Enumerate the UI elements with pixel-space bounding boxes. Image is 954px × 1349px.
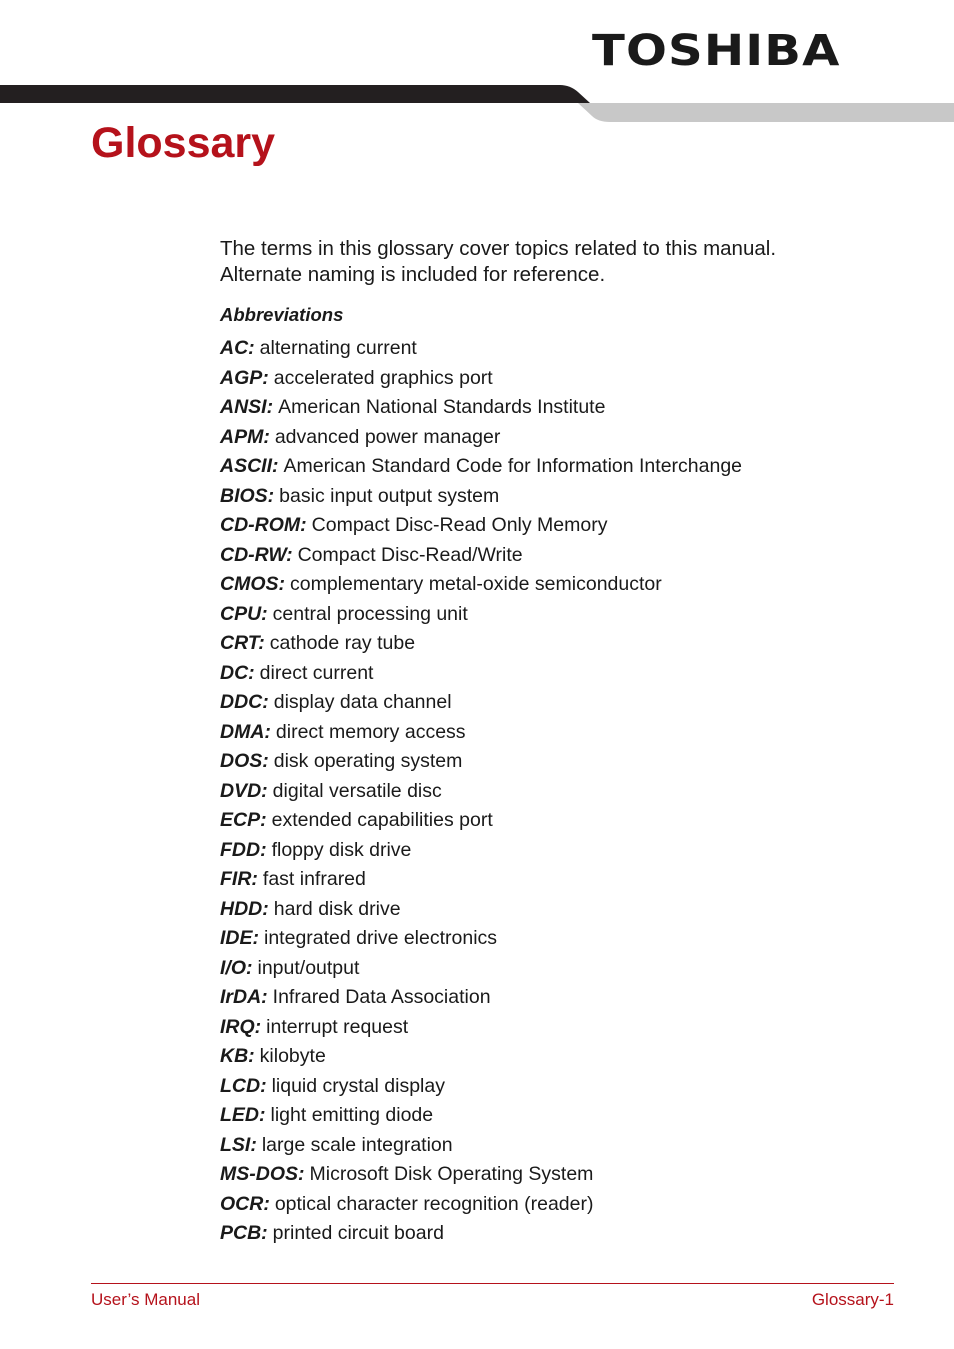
term-definition: optical character recognition (reader) xyxy=(274,1192,594,1215)
term-abbreviation: AGP: xyxy=(220,366,269,389)
term-definition: hard disk drive xyxy=(273,897,401,920)
glossary-term xyxy=(220,364,742,394)
section-heading-abbreviations: Abbreviations xyxy=(220,304,344,325)
term-definition: alternating current xyxy=(259,337,417,359)
term-abbreviation: CRT: xyxy=(220,632,265,654)
term-abbreviation: ECP: xyxy=(220,809,267,831)
term-definition: interrupt request xyxy=(266,1015,409,1038)
term-abbreviation: LCD: xyxy=(220,1074,267,1097)
term-abbreviation: LED: xyxy=(220,1104,266,1126)
glossary-term xyxy=(220,747,742,777)
term-abbreviation: ASCII: xyxy=(220,455,279,477)
term-definition: direct memory access xyxy=(275,720,466,743)
intro-paragraph xyxy=(220,236,900,288)
glossary-term xyxy=(220,983,742,1013)
term-definition: Microsoft Disk Operating System xyxy=(309,1163,594,1185)
term-definition: complementary metal-oxide semiconductor xyxy=(290,573,662,595)
term-definition: digital versatile disc xyxy=(272,779,442,802)
glossary-term xyxy=(220,836,742,866)
term-definition: kilobyte xyxy=(259,1045,326,1067)
term-abbreviation: DC: xyxy=(220,661,255,684)
term-abbreviation: DDC: xyxy=(220,691,269,713)
term-abbreviation: OCR: xyxy=(220,1192,270,1215)
term-definition: accelerated graphics port xyxy=(273,366,493,389)
term-abbreviation: IrDA: xyxy=(220,986,268,1008)
term-abbreviation: PCB: xyxy=(220,1222,268,1244)
intro-line-2: Alternate naming is included for reference. xyxy=(220,263,606,286)
term-definition: display data channel xyxy=(273,691,452,713)
term-definition: light emitting diode xyxy=(270,1104,434,1126)
glossary-term xyxy=(220,1219,742,1249)
term-abbreviation: DMA: xyxy=(220,720,271,743)
footer-manual-label: User’s Manual xyxy=(91,1290,200,1309)
abbreviation-list xyxy=(220,334,742,1249)
term-definition: basic input output system xyxy=(279,484,500,507)
term-definition: input/output xyxy=(257,956,360,979)
term-abbreviation: CD-RW: xyxy=(220,543,293,566)
term-definition: cathode ray tube xyxy=(269,632,416,654)
term-definition: floppy disk drive xyxy=(271,838,412,861)
term-abbreviation: BIOS: xyxy=(220,484,275,507)
term-definition: extended capabilities port xyxy=(271,809,493,831)
term-definition: fast infrared xyxy=(262,868,366,890)
term-abbreviation: HDD: xyxy=(220,897,269,920)
term-abbreviation: DVD: xyxy=(220,779,268,802)
term-abbreviation: LSI: xyxy=(220,1133,257,1156)
footer-divider xyxy=(91,1283,894,1284)
glossary-term xyxy=(220,1072,742,1102)
glossary-term xyxy=(220,954,742,984)
intro-line-1: The terms in this glossary cover topics related to this manual. xyxy=(220,237,777,260)
term-abbreviation: CMOS: xyxy=(220,573,285,595)
term-abbreviation: CPU: xyxy=(220,602,268,625)
term-definition: direct current xyxy=(259,661,374,684)
glossary-term xyxy=(220,806,742,836)
term-definition: disk operating system xyxy=(273,750,463,772)
term-abbreviation: CD-ROM: xyxy=(220,514,307,536)
term-definition: liquid crystal display xyxy=(271,1074,445,1097)
glossary-term xyxy=(220,393,742,423)
term-definition: Infrared Data Association xyxy=(272,986,491,1008)
term-definition: advanced power manager xyxy=(274,425,501,448)
light-header-band xyxy=(578,103,954,122)
term-abbreviation: IDE: xyxy=(220,927,259,949)
page-title: Glossary xyxy=(91,119,276,167)
glossary-term xyxy=(220,865,742,895)
term-abbreviation: FIR: xyxy=(220,868,258,890)
term-definition: Compact Disc-Read Only Memory xyxy=(311,514,608,536)
term-definition: large scale integration xyxy=(261,1133,453,1156)
glossary-term xyxy=(220,423,742,453)
glossary-term xyxy=(220,1101,742,1131)
glossary-term xyxy=(220,482,742,512)
glossary-term xyxy=(220,511,742,541)
glossary-term xyxy=(220,777,742,807)
glossary-term xyxy=(220,895,742,925)
term-abbreviation: DOS: xyxy=(220,750,269,772)
glossary-term xyxy=(220,1013,742,1043)
toshiba-logo: TOSHIBA xyxy=(592,26,841,76)
glossary-term xyxy=(220,541,742,571)
glossary-term xyxy=(220,1131,742,1161)
glossary-term xyxy=(220,1190,742,1220)
dark-header-band xyxy=(0,85,590,103)
term-definition: American Standard Code for Information Interchange xyxy=(283,455,743,477)
term-definition: central processing unit xyxy=(272,602,468,625)
glossary-term xyxy=(220,659,742,689)
glossary-term xyxy=(220,452,742,482)
glossary-term xyxy=(220,1042,742,1072)
term-abbreviation: FDD: xyxy=(220,838,267,861)
glossary-term xyxy=(220,334,742,364)
term-abbreviation: ANSI: xyxy=(220,396,274,418)
term-definition: American National Standards Institute xyxy=(278,396,606,418)
term-abbreviation: APM: xyxy=(220,425,270,448)
glossary-term xyxy=(220,1160,742,1190)
term-abbreviation: MS-DOS: xyxy=(220,1163,305,1185)
term-abbreviation: I/O: xyxy=(220,956,253,979)
term-abbreviation: IRQ: xyxy=(220,1015,262,1038)
glossary-term xyxy=(220,924,742,954)
glossary-term xyxy=(220,718,742,748)
term-abbreviation: AC: xyxy=(220,337,255,359)
footer-page-number: Glossary-1 xyxy=(811,1290,894,1309)
glossary-term xyxy=(220,600,742,630)
glossary-term xyxy=(220,629,742,659)
term-definition: printed circuit board xyxy=(272,1222,444,1244)
term-abbreviation: KB: xyxy=(220,1045,255,1067)
term-definition: integrated drive electronics xyxy=(264,927,498,949)
term-definition: Compact Disc-Read/Write xyxy=(297,543,523,566)
glossary-term xyxy=(220,570,742,600)
glossary-term xyxy=(220,688,742,718)
